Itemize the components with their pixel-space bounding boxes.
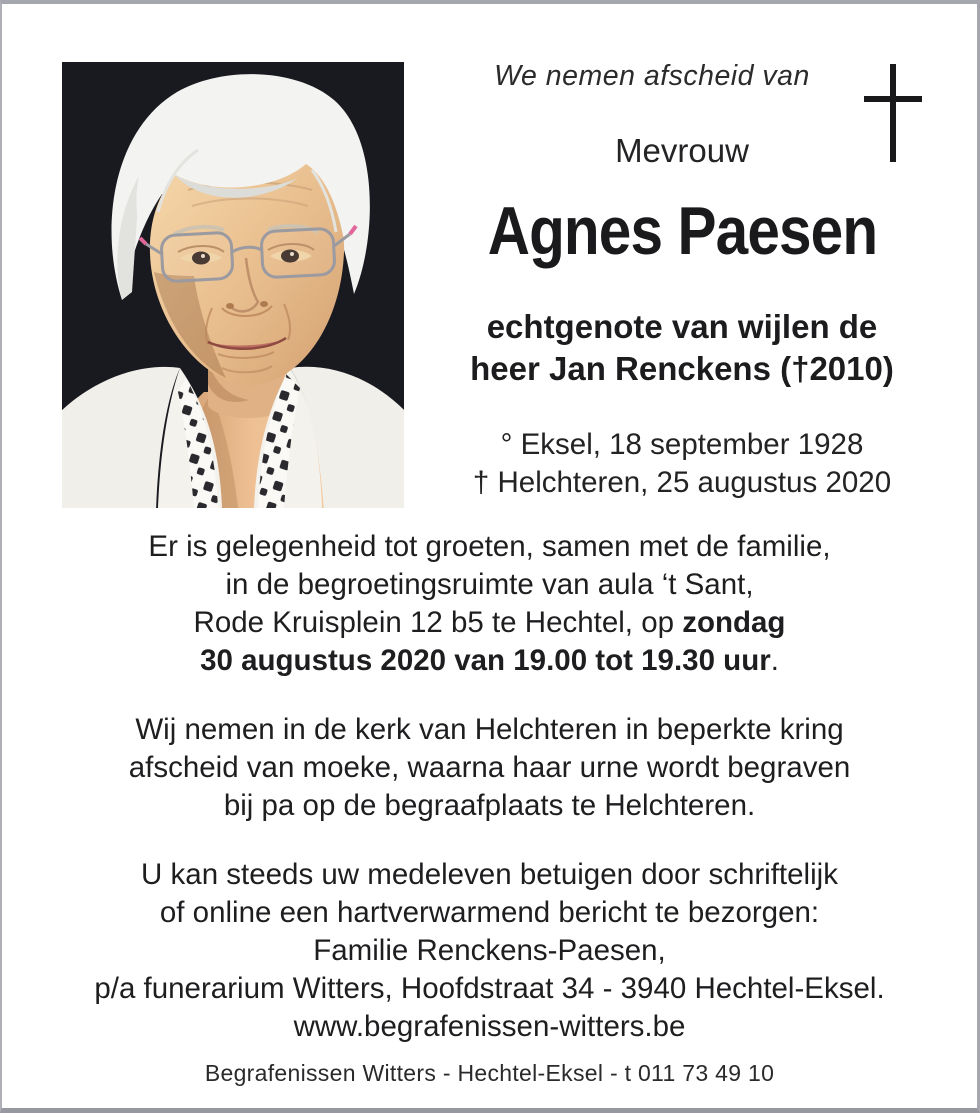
- death-line: † Helchteren, 25 augustus 2020: [472, 466, 892, 499]
- portrait-photo: [62, 62, 404, 508]
- funeral-home-footer: Begrafenissen Witters - Hechtel-Eksel - t 011 73 49 10: [204, 1060, 775, 1086]
- cross-icon: [864, 64, 922, 162]
- p1-line1: Er is gelegenheid tot groeten, samen met de familie,: [148, 530, 831, 563]
- paragraph-condolences: [2, 856, 977, 1046]
- p1-line4-plain: .: [770, 644, 779, 677]
- relation-line-2: heer Jan Renckens (†2010): [470, 350, 894, 387]
- life-dates: [402, 426, 962, 502]
- cross-vertical-bar: [890, 64, 896, 162]
- cross-horizontal-bar: [864, 96, 922, 102]
- paragraph-service: [2, 711, 977, 825]
- p2-line3: bij pa op de begraafplaats te Helchteren.: [223, 789, 756, 822]
- p3-line1: U kan steeds uw medeleven betuigen door schriftelijk: [141, 858, 838, 891]
- p3-line4: p/a funerarium Witters, Hoofdstraat 34 - 3940 Hechtel-Eksel.: [94, 972, 885, 1005]
- condolence-website: www.begrafenissen-witters.be: [293, 1010, 686, 1043]
- deceased-name: Agnes Paesen: [487, 193, 877, 269]
- salutation: Mevrouw: [615, 132, 749, 169]
- announcement-body: [2, 528, 977, 1077]
- p1-line4-bold: 30 augustus 2020 van 19.00 tot 19.30 uur: [200, 644, 771, 677]
- intro-line: We nemen afscheid van: [494, 60, 810, 92]
- birth-line: ° Eksel, 18 september 1928: [500, 428, 864, 461]
- p3-line3: Familie Renckens-Paesen,: [313, 934, 666, 967]
- relation-lines: [402, 306, 962, 390]
- p1-line3-bold: zondag: [682, 606, 786, 639]
- p2-line2: afscheid van moeke, waarna haar urne wordt begraven: [128, 751, 851, 784]
- relation-line-1: echtgenote van wijlen de: [486, 308, 878, 345]
- p1-line3-plain: Rode Kruisplein 12 b5 te Hechtel, op: [193, 606, 683, 639]
- p3-line2: of online een hartverwarmend bericht te bezorgen:: [159, 896, 820, 929]
- paragraph-greeting: [2, 528, 977, 680]
- p1-line2: in de begroetingsruimte van aula ‘t Sant,: [225, 568, 754, 601]
- p2-line1: Wij nemen in de kerk van Helchteren in beperkte kring: [135, 713, 844, 746]
- portrait-illustration: [62, 62, 404, 508]
